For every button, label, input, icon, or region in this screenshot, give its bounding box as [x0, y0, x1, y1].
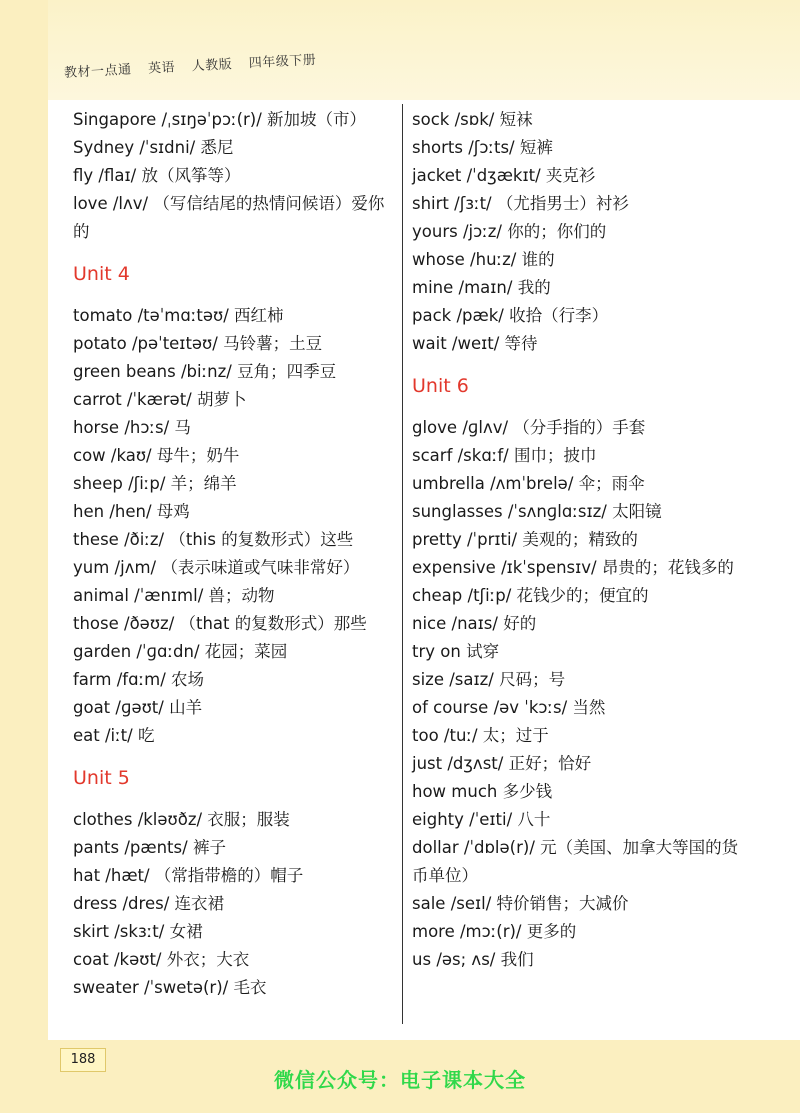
vocab-ipa: /ʌmˈbrelə/	[490, 474, 574, 493]
vocab-ipa: /hæt/	[105, 866, 150, 885]
vocab-ipa: /hen/	[109, 502, 152, 521]
vocab-entry	[412, 302, 742, 330]
vocab-entry	[412, 694, 742, 722]
vocab-word: garden	[73, 642, 132, 661]
vocab-word: expensive	[412, 558, 496, 577]
vocab-word: wait	[412, 334, 447, 353]
vocab-ipa: /lʌv/	[112, 194, 149, 213]
vocab-definition: 收拾（行李）	[509, 306, 609, 325]
vocab-entry	[412, 414, 742, 442]
vocab-definition: （this 的复数形式）这些	[169, 530, 354, 549]
vocab-entry	[73, 638, 393, 666]
vocab-entry	[412, 470, 742, 498]
header-edition: 人教版	[191, 57, 233, 75]
vocab-word: dress	[73, 894, 118, 913]
vocab-word: horse	[73, 418, 120, 437]
vocab-word: love	[73, 194, 108, 213]
vocab-word: too	[412, 726, 439, 745]
vocab-word: coat	[73, 950, 109, 969]
vocab-ipa: /saɪz/	[449, 670, 494, 689]
vocab-word: sale	[412, 894, 446, 913]
vocab-definition: （分手指的）手套	[513, 418, 646, 437]
vocab-word: hat	[73, 866, 101, 885]
vocab-word: pretty	[412, 530, 462, 549]
vocab-entry	[412, 274, 742, 302]
unit4-list	[73, 302, 393, 750]
vocab-ipa: /huːz/	[470, 250, 517, 269]
vocab-word: eighty	[412, 810, 464, 829]
vocab-ipa: /ˈɡɑːdn/	[136, 642, 200, 661]
vocab-definition: 母鸡	[156, 502, 190, 521]
vocab-word: these	[73, 530, 119, 549]
vocab-ipa: /pəˈteɪtəʊ/	[131, 334, 218, 353]
vocab-entry	[412, 162, 742, 190]
header-grade: 四年级下册	[248, 52, 317, 72]
column-divider	[402, 104, 403, 1024]
unit6-heading: Unit 6	[412, 375, 469, 397]
vocab-entry	[412, 834, 742, 890]
vocab-definition: 昂贵的；花钱多的	[601, 558, 734, 577]
vocab-word: eat	[73, 726, 100, 745]
vocab-ipa: /ˈkærət/	[126, 390, 192, 409]
vocab-definition: 毛衣	[233, 978, 267, 997]
vocab-ipa: /ðiːz/	[124, 530, 165, 549]
vocab-ipa: /mɔː(r)/	[460, 922, 522, 941]
vocab-entry	[73, 386, 393, 414]
vocab-entry	[412, 918, 742, 946]
vocab-definition: 花钱少的；便宜的	[516, 586, 649, 605]
vocab-ipa: /ˈsɪdni/	[139, 138, 196, 157]
vocab-definition: 太；过于	[482, 726, 549, 745]
vocab-entry	[412, 330, 742, 358]
vocab-word: potato	[73, 334, 127, 353]
vocab-ipa: /dʒʌst/	[447, 754, 504, 773]
vocab-entry	[73, 666, 393, 694]
vocab-ipa: /skɜːt/	[114, 922, 165, 941]
vocab-word: green beans	[73, 362, 176, 381]
vocab-entry	[73, 806, 393, 834]
unit4-heading: Unit 4	[73, 263, 130, 285]
vocab-ipa: /biːnz/	[180, 362, 232, 381]
vocab-definition: 试穿	[466, 642, 500, 661]
vocab-definition: 吃	[137, 726, 155, 745]
vocab-ipa: /ˈænɪml/	[134, 586, 204, 605]
vocab-word: size	[412, 670, 444, 689]
vocab-ipa: /ɡlʌv/	[462, 418, 509, 437]
vocab-ipa: /kləʊðz/	[137, 810, 203, 829]
vocab-word: more	[412, 922, 455, 941]
vocab-definition: （常指带檐的）帽子	[154, 866, 304, 885]
vocab-word: those	[73, 614, 119, 633]
vocab-word: dollar	[412, 838, 459, 857]
vocab-ipa: /tuː/	[443, 726, 478, 745]
vocab-ipa: /əs; ʌs/	[436, 950, 496, 969]
vocab-definition: 多少钱	[502, 782, 553, 801]
vocab-entry	[73, 470, 393, 498]
vocab-ipa: /əv ˈkɔːs/	[493, 698, 568, 717]
vocab-word: tomato	[73, 306, 133, 325]
unit6-list	[412, 414, 742, 974]
vocab-entry	[412, 638, 742, 666]
watermark: 微信公众号：电子课本大全	[274, 1068, 526, 1092]
vocab-entry	[73, 190, 393, 246]
vocab-ipa: /fɑːm/	[116, 670, 166, 689]
vocab-definition: 太阳镜	[612, 502, 662, 521]
vocab-definition: 羊；绵羊	[170, 474, 237, 493]
right-column	[412, 106, 742, 974]
vocab-ipa: /weɪt/	[451, 334, 500, 353]
vocab-definition: 更多的	[526, 922, 577, 941]
vocab-entry	[73, 582, 393, 610]
vocab-entry	[412, 218, 742, 246]
vocab-word: mine	[412, 278, 454, 297]
page-left-band	[0, 0, 48, 1113]
vocab-word: carrot	[73, 390, 122, 409]
unit5-list	[73, 806, 393, 1002]
vocab-ipa: /naɪs/	[451, 614, 498, 633]
vocab-word: umbrella	[412, 474, 485, 493]
vocab-word: us	[412, 950, 432, 969]
vocab-entry	[73, 106, 393, 134]
vocab-definition: 外衣；大衣	[166, 950, 250, 969]
vocab-definition: 好的	[503, 614, 537, 633]
vocab-definition: 特价销售；大减价	[496, 894, 629, 913]
vocab-ipa: /kaʊ/	[110, 446, 152, 465]
vocab-entry	[412, 526, 742, 554]
vocab-entry	[412, 722, 742, 750]
vocab-entry	[73, 918, 393, 946]
vocab-entry	[73, 862, 393, 890]
vocab-entry	[73, 974, 393, 1002]
vocab-word: farm	[73, 670, 112, 689]
vocab-definition: 兽；动物	[208, 586, 275, 605]
vocab-definition: 尺码；号	[499, 670, 566, 689]
vocab-ipa: /tʃiːp/	[467, 586, 512, 605]
vocab-definition: 放（风筝等）	[141, 166, 241, 185]
vocab-definition: 豆角；四季豆	[237, 362, 337, 381]
vocab-word: nice	[412, 614, 447, 633]
vocab-definition: （尤指男士）衬衫	[496, 194, 629, 213]
vocab-entry	[73, 946, 393, 974]
vocab-word: scarf	[412, 446, 453, 465]
vocab-definition: 短裤	[519, 138, 553, 157]
vocab-definition: 我的	[517, 278, 551, 297]
vocab-word: sheep	[73, 474, 123, 493]
vocab-ipa: /iːt/	[104, 726, 133, 745]
vocab-ipa: /jʌm/	[114, 558, 157, 577]
vocab-entry	[412, 498, 742, 526]
vocab-ipa: /ʃiːp/	[128, 474, 166, 493]
vocab-word: shirt	[412, 194, 449, 213]
vocab-entry	[412, 890, 742, 918]
vocab-definition: 连衣裙	[174, 894, 225, 913]
vocab-word: how much	[412, 782, 498, 801]
vocab-entry	[412, 134, 742, 162]
right-top-list	[412, 106, 742, 358]
vocab-ipa: /ˈdʒækɪt/	[466, 166, 541, 185]
vocab-entry	[73, 498, 393, 526]
left-top-list	[73, 106, 393, 246]
vocab-definition: 围巾；披巾	[514, 446, 597, 465]
vocab-definition: 伞；雨伞	[578, 474, 645, 493]
vocab-entry	[412, 106, 742, 134]
vocab-entry	[73, 554, 393, 582]
vocab-definition: 短袜	[499, 110, 533, 129]
vocab-ipa: /sɒk/	[454, 110, 495, 129]
vocab-ipa: /ˈdɒlə(r)/	[463, 838, 535, 857]
vocab-word: jacket	[412, 166, 462, 185]
vocab-ipa: /maɪn/	[458, 278, 513, 297]
vocab-entry	[73, 610, 393, 638]
vocab-ipa: /hɔːs/	[124, 418, 170, 437]
vocab-ipa: /seɪl/	[450, 894, 492, 913]
vocab-entry	[73, 722, 393, 750]
vocab-word: yum	[73, 558, 110, 577]
vocab-word: pack	[412, 306, 452, 325]
vocab-ipa: /ðəʊz/	[124, 614, 175, 633]
vocab-definition: 农场	[171, 670, 205, 689]
vocab-ipa: /kəʊt/	[114, 950, 162, 969]
vocab-definition: 等待	[504, 334, 538, 353]
vocab-entry	[73, 358, 393, 386]
vocab-word: sweater	[73, 978, 139, 997]
vocab-entry	[412, 190, 742, 218]
vocab-word: try on	[412, 642, 461, 661]
vocab-definition: 悉尼	[200, 138, 234, 157]
vocab-definition: 马	[174, 418, 191, 437]
vocab-word: sock	[412, 110, 450, 129]
vocab-ipa: /ʃɜːt/	[454, 194, 492, 213]
vocab-definition: 山羊	[169, 698, 203, 717]
vocab-definition: 正好；恰好	[508, 754, 592, 773]
vocab-definition: 我们	[500, 950, 534, 969]
vocab-word: glove	[412, 418, 458, 437]
vocab-ipa: /ˈprɪti/	[467, 530, 518, 549]
vocab-ipa: /ɪkˈspensɪv/	[501, 558, 597, 577]
vocab-definition: 当然	[572, 698, 606, 717]
page-top-band	[0, 0, 800, 100]
vocab-ipa: /ˈeɪti/	[469, 810, 513, 829]
vocab-ipa: /ˈsʌnɡlɑːsɪz/	[507, 502, 607, 521]
vocab-ipa: /flaɪ/	[98, 166, 137, 185]
vocab-definition: 裤子	[192, 838, 226, 857]
vocab-ipa: /skɑːf/	[457, 446, 509, 465]
page-number: 188	[60, 1048, 106, 1072]
vocab-entry	[73, 526, 393, 554]
vocab-word: yours	[412, 222, 458, 241]
vocab-word: skirt	[73, 922, 109, 941]
vocab-definition: 西红柿	[234, 306, 284, 325]
vocab-word: clothes	[73, 810, 133, 829]
vocab-definition: 马铃薯；土豆	[223, 334, 323, 353]
vocab-word: of course	[412, 698, 489, 717]
vocab-definition: 衣服；服装	[207, 810, 290, 829]
vocab-definition: （写信结尾的热情问候语）爱你的	[73, 194, 385, 241]
vocab-definition: 你的；你们的	[507, 222, 607, 241]
vocab-word: shorts	[412, 138, 463, 157]
vocab-entry	[73, 134, 393, 162]
vocab-ipa: /ˈswetə(r)/	[144, 978, 229, 997]
vocab-definition: （表示味道或气味非常好）	[161, 558, 360, 577]
vocab-definition: 花园；菜园	[204, 642, 288, 661]
vocab-word: sunglasses	[412, 502, 503, 521]
vocab-definition: 元（美国、加拿大等国的货币单位）	[412, 838, 739, 885]
left-column	[73, 106, 393, 1002]
vocab-entry	[412, 246, 742, 274]
vocab-ipa: /dres/	[122, 894, 170, 913]
vocab-entry	[73, 162, 393, 190]
vocab-ipa: /ʃɔːts/	[468, 138, 515, 157]
vocab-entry	[73, 330, 393, 358]
vocab-ipa: /pæk/	[456, 306, 504, 325]
vocab-ipa: /ɡəʊt/	[115, 698, 164, 717]
vocab-entry	[412, 442, 742, 470]
vocab-definition: （that 的复数形式）那些	[179, 614, 367, 633]
vocab-word: whose	[412, 250, 465, 269]
vocab-word: animal	[73, 586, 129, 605]
vocab-entry	[412, 806, 742, 834]
vocab-entry	[412, 582, 742, 610]
vocab-definition: 新加坡（市）	[267, 110, 367, 129]
header-book: 教材一点通	[63, 62, 132, 81]
vocab-word: pants	[73, 838, 120, 857]
header-subject: 英语	[147, 60, 176, 77]
vocab-definition: 谁的	[521, 250, 555, 269]
vocab-entry	[73, 834, 393, 862]
vocab-definition: 女裙	[169, 922, 203, 941]
vocab-entry	[412, 778, 742, 806]
vocab-word: goat	[73, 698, 111, 717]
vocab-word: Singapore	[73, 110, 157, 129]
vocab-entry	[73, 694, 393, 722]
vocab-word: just	[412, 754, 443, 773]
vocab-word: hen	[73, 502, 105, 521]
vocab-definition: 八十	[517, 810, 551, 829]
vocab-definition: 母牛；奶牛	[156, 446, 240, 465]
vocab-ipa: /pænts/	[124, 838, 188, 857]
vocab-entry	[73, 414, 393, 442]
vocab-ipa: /jɔːz/	[462, 222, 502, 241]
unit5-heading: Unit 5	[73, 767, 130, 789]
vocab-entry	[73, 302, 393, 330]
vocab-entry	[412, 750, 742, 778]
vocab-definition: 夹克衫	[545, 166, 596, 185]
vocab-entry	[412, 610, 742, 638]
vocab-word: cow	[73, 446, 106, 465]
vocab-word: Sydney	[73, 138, 135, 157]
vocab-entry	[73, 442, 393, 470]
vocab-entry	[73, 890, 393, 918]
vocab-definition: 胡萝卜	[197, 390, 247, 409]
vocab-entry	[412, 946, 742, 974]
vocab-ipa: /təˈmɑːtəʊ/	[137, 306, 229, 325]
vocab-definition: 美观的；精致的	[522, 530, 638, 549]
vocab-entry	[412, 554, 742, 582]
vocab-ipa: /ˌsɪŋəˈpɔː(r)/	[161, 110, 262, 129]
vocab-word: fly	[73, 166, 94, 185]
vocab-entry	[412, 666, 742, 694]
vocab-word: cheap	[412, 586, 463, 605]
